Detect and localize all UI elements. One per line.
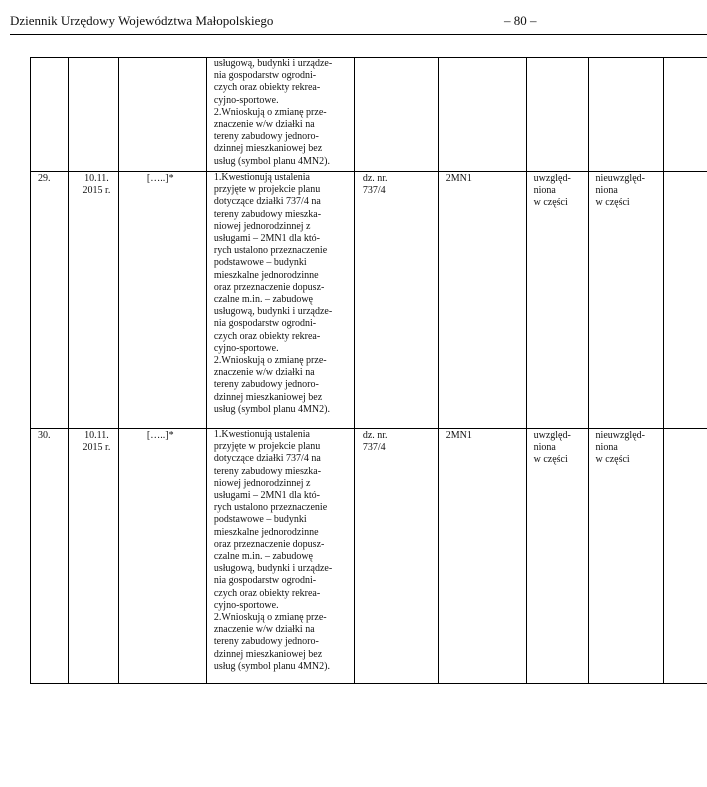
description-line: przyjęte w projekcie planu bbox=[213, 441, 321, 453]
resolution-wojt-line: niona bbox=[533, 185, 556, 197]
description-line: oraz przeznaczenie dopusz- bbox=[213, 281, 325, 293]
symbol-cell bbox=[438, 172, 526, 429]
description-line: cyjno-sportowe. bbox=[213, 342, 279, 354]
date-line: 2015 r. bbox=[82, 442, 111, 454]
description-line: czych oraz obiekty rekrea- bbox=[213, 330, 321, 342]
plot-line: dz. nr. bbox=[362, 173, 388, 184]
resolution-rada-line: w części bbox=[595, 197, 630, 209]
plot-line: 737/4 bbox=[362, 442, 386, 454]
plot-cell bbox=[354, 58, 438, 172]
description-line: tereny zabudowy jednoro- bbox=[213, 636, 319, 648]
description-line: przyjęte w projekcie planu bbox=[213, 184, 321, 196]
resolution-rada-line: w części bbox=[595, 454, 630, 466]
description-line: dotyczące działki 737/4 na bbox=[213, 196, 321, 208]
applicant-line: […..]* bbox=[146, 430, 174, 441]
resolution-rada-line: nieuwzględ- bbox=[595, 430, 645, 441]
description-line: mieszkalne jednorodzinne bbox=[213, 526, 319, 538]
resolution-wojt-line: uwzględ- bbox=[533, 430, 571, 441]
description-line: nia gospodarstw ogrodni- bbox=[213, 318, 317, 330]
resolution-rada-line: nieuwzględ- bbox=[595, 173, 645, 184]
description-line: tereny zabudowy jednoro- bbox=[213, 379, 319, 391]
resolution-wojt-line: niona bbox=[533, 442, 556, 454]
description-line: znaczenie w/w działki na bbox=[213, 624, 315, 636]
table-row bbox=[31, 172, 707, 429]
date-cell bbox=[68, 58, 118, 172]
resolution-wojt-line: uwzględ- bbox=[533, 173, 571, 184]
symbol-cell bbox=[438, 58, 526, 172]
number-line: 29. bbox=[38, 173, 51, 184]
description-line: usługową, budynki i urządze- bbox=[213, 563, 333, 575]
table-row bbox=[31, 429, 707, 684]
description-line: rych ustalono przeznaczenie bbox=[213, 245, 328, 257]
symbol-line: 2MN1 bbox=[445, 173, 472, 184]
description-line: tereny zabudowy mieszka- bbox=[213, 465, 322, 477]
description-line: tereny zabudowy mieszka- bbox=[213, 208, 322, 220]
date-line: 10.11. bbox=[84, 430, 109, 441]
resolution-rada-line: niona bbox=[595, 185, 618, 197]
description-cell bbox=[206, 172, 354, 429]
resolution-rada-cell bbox=[588, 429, 663, 684]
description-line: tereny zabudowy jednoro- bbox=[213, 131, 319, 143]
applicant-cell bbox=[118, 58, 206, 172]
resolution-wojt-line: w części bbox=[533, 454, 568, 466]
resolution-rada-cell bbox=[588, 172, 663, 429]
resolution-rada-cell bbox=[588, 58, 663, 172]
applicant-line: […..]* bbox=[146, 173, 174, 184]
applicant-cell bbox=[118, 429, 206, 684]
description-line: czych oraz obiekty rekrea- bbox=[213, 587, 321, 599]
number-line: 30. bbox=[38, 430, 51, 441]
description-line: usług (symbol planu 4MN2). bbox=[213, 155, 330, 167]
plot-cell bbox=[354, 429, 438, 684]
description-line: usługami – 2MN1 dla któ- bbox=[213, 490, 320, 502]
plot-line: dz. nr. bbox=[362, 430, 388, 441]
description-line: usługami – 2MN1 dla któ- bbox=[213, 233, 320, 245]
number-cell bbox=[31, 429, 69, 684]
description-line: cyjno-sportowe. bbox=[213, 599, 279, 611]
description-line: 2.Wnioskują o zmianę prze- bbox=[213, 355, 327, 367]
description-line: dotyczące działki 737/4 na bbox=[213, 453, 321, 465]
applicant-cell bbox=[118, 172, 206, 429]
description-line: podstawowe – budynki bbox=[213, 257, 307, 269]
resolution-wojt-cell bbox=[526, 172, 588, 429]
page-number: – 80 – bbox=[504, 13, 537, 28]
comments-table bbox=[30, 57, 707, 684]
description-line: niowej jednorodzinnej z bbox=[213, 220, 311, 232]
table-row bbox=[31, 58, 707, 172]
description-line: czalne m.in. – zabudowę bbox=[213, 294, 313, 306]
description-line: usług (symbol planu 4MN2). bbox=[213, 403, 330, 415]
number-cell bbox=[31, 58, 69, 172]
resolution-wojt-cell bbox=[526, 429, 588, 684]
date-line: 2015 r. bbox=[82, 185, 111, 197]
resolution-wojt-cell bbox=[526, 58, 588, 172]
description-line: czych oraz obiekty rekrea- bbox=[213, 82, 321, 94]
description-line: rych ustalono przeznaczenie bbox=[213, 502, 328, 514]
plot-cell bbox=[354, 172, 438, 429]
symbol-cell bbox=[438, 429, 526, 684]
description-line: znaczenie w/w działki na bbox=[213, 367, 315, 379]
number-cell bbox=[31, 172, 69, 429]
description-line: znaczenie w/w działki na bbox=[213, 119, 315, 131]
description-line: mieszkalne jednorodzinne bbox=[213, 269, 319, 281]
description-line: nia gospodarstw ogrodni- bbox=[213, 70, 317, 82]
date-cell bbox=[68, 429, 118, 684]
plot-line: 737/4 bbox=[362, 185, 386, 197]
description-line: cyjno-sportowe. bbox=[213, 94, 279, 106]
description-line: usług (symbol planu 4MN2). bbox=[213, 660, 330, 672]
description-line: 2.Wnioskują o zmianę prze- bbox=[213, 106, 327, 118]
journal-title: Dziennik Urzędowy Województwa Małopolskiego bbox=[10, 13, 274, 28]
remarks-cell bbox=[663, 172, 707, 429]
description-line: oraz przeznaczenie dopusz- bbox=[213, 538, 325, 550]
description-line: dzinnej mieszkaniowej bez bbox=[213, 391, 323, 403]
description-line: usługową, budynki i urządze- bbox=[213, 58, 333, 69]
description-line: usługową, budynki i urządze- bbox=[213, 306, 333, 318]
description-line: czalne m.in. – zabudowę bbox=[213, 551, 313, 563]
date-cell bbox=[68, 172, 118, 429]
remarks-cell bbox=[663, 58, 707, 172]
description-cell bbox=[206, 58, 354, 172]
description-line: 2.Wnioskują o zmianę prze- bbox=[213, 612, 327, 624]
description-line: niowej jednorodzinnej z bbox=[213, 477, 311, 489]
description-line: podstawowe – budynki bbox=[213, 514, 307, 526]
description-line: 1.Kwestionują ustalenia bbox=[213, 429, 310, 440]
date-line: 10.11. bbox=[84, 173, 109, 184]
description-line: dzinnej mieszkaniowej bez bbox=[213, 648, 323, 660]
remarks-cell bbox=[663, 429, 707, 684]
description-cell bbox=[206, 429, 354, 684]
description-line: nia gospodarstw ogrodni- bbox=[213, 575, 317, 587]
header-rule bbox=[10, 34, 707, 35]
resolution-rada-line: niona bbox=[595, 442, 618, 454]
description-line: 1.Kwestionują ustalenia bbox=[213, 172, 310, 183]
description-line: dzinnej mieszkaniowej bez bbox=[213, 143, 323, 155]
resolution-wojt-line: w części bbox=[533, 197, 568, 209]
symbol-line: 2MN1 bbox=[445, 430, 472, 441]
